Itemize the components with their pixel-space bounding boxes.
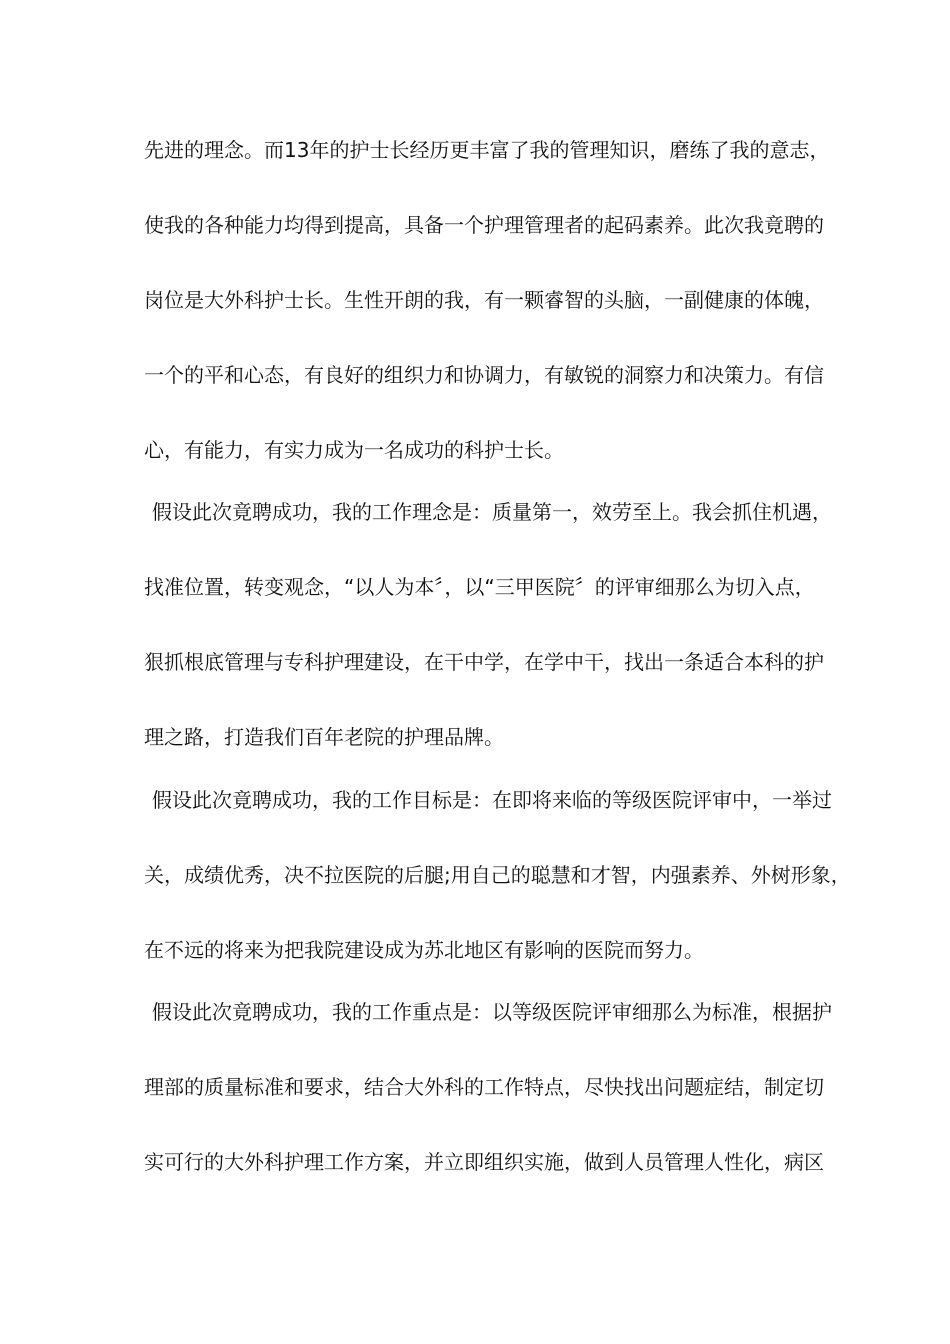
text-line: 找准位置，转变观念，“以人为本〞，以“三甲医院〞的评审细那么为切入点， bbox=[144, 575, 815, 599]
text-line: 理部的质量标准和要求，结合大外科的工作特点，尽快找出问题症结，制定切 bbox=[144, 1075, 824, 1099]
text-line: 心，有能力，有实力成为一名成功的科护士长。 bbox=[144, 438, 564, 462]
text-line: 先进的理念。而13年的护士长经历更丰富了我的管理知识，磨练了我的意志， bbox=[144, 138, 830, 162]
text-line: 实可行的大外科护理工作方案，并立即组织实施，做到人员管理人性化，病区 bbox=[144, 1150, 824, 1174]
text-line: 一个的平和心态，有良好的组织力和协调力，有敏锐的洞察力和决策力。有信 bbox=[144, 363, 824, 387]
paragraph-first-line: 假设此次竟聘成功，我的工作理念是：质量第一，效劳至上。我会抓住机遇， bbox=[152, 500, 832, 524]
text-line: 关，成绩优秀，决不拉医院的后腿;用自己的聪慧和才智，内强素养、外树形象， bbox=[144, 863, 851, 887]
text-line: 使我的各种能力均得到提高，具备一个护理管理者的起码素养。此次我竟聘的 bbox=[144, 213, 824, 237]
text-line: 理之路，打造我们百年老院的护理品牌。 bbox=[144, 725, 504, 749]
paragraph-first-line: 假设此次竟聘成功，我的工作重点是：以等级医院评审细那么为标准，根据护 bbox=[152, 1000, 832, 1024]
text-line: 狠抓根底管理与专科护理建设，在干中学，在学中干，找出一条适合本科的护 bbox=[144, 650, 824, 674]
text-line: 在不远的将来为把我院建设成为苏北地区有影响的医院而努力。 bbox=[144, 938, 704, 962]
paragraph-first-line: 假设此次竟聘成功，我的工作目标是：在即将来临的等级医院评审中，一举过 bbox=[152, 788, 832, 812]
text-line: 岗位是大外科护士长。生性开朗的我，有一颗睿智的头脑，一副健康的体魄， bbox=[144, 288, 824, 312]
